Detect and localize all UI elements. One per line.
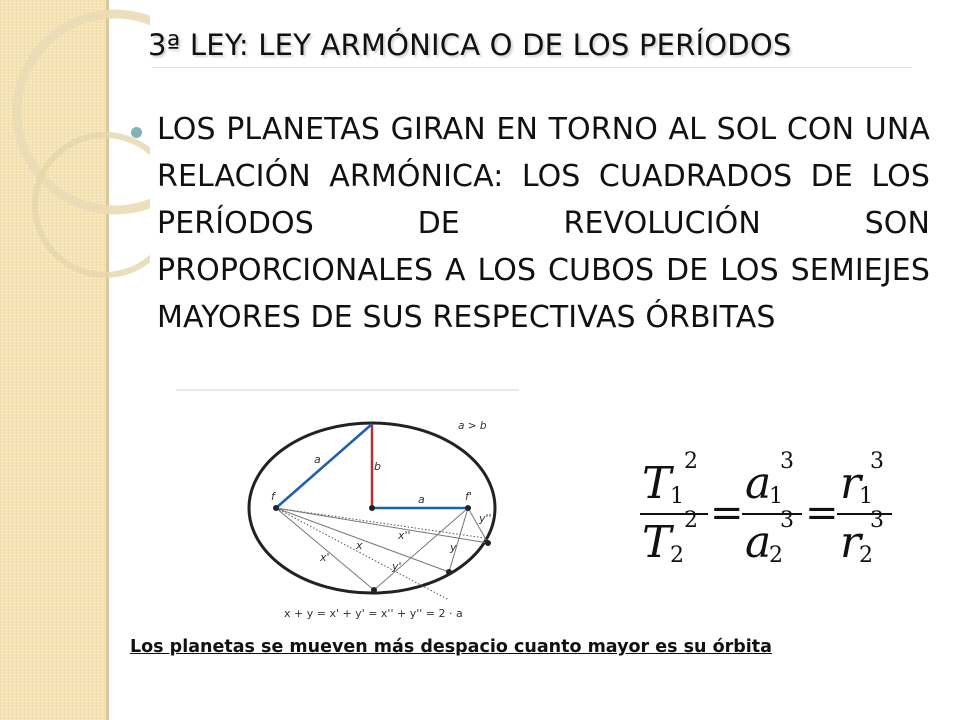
formula-r2-exp: 3 [870, 508, 884, 533]
decorative-circles [0, 0, 150, 300]
divider-strip [176, 389, 519, 391]
center-point [369, 505, 375, 511]
label-a-diag: a [314, 453, 321, 466]
formula-r2-sub: 2 [859, 543, 873, 568]
formula-T2: T [642, 517, 672, 568]
label-y: y [450, 541, 457, 554]
label-x-dprime: x'' [398, 529, 411, 542]
bullet-dot [131, 127, 142, 138]
formula-T2-exp: 2 [684, 508, 698, 533]
label-f: f [271, 490, 275, 503]
diagram-equation: x + y = x' + y' = x'' + y'' = 2 · a [284, 607, 463, 620]
formula-T2-sub: 2 [670, 543, 684, 568]
ellipse-point-3 [485, 540, 491, 546]
focus-f [273, 505, 279, 511]
formula-T1-exp: 2 [684, 449, 698, 474]
formula-equals-2: = [805, 490, 839, 536]
kepler-formula [630, 440, 900, 570]
formula-a2-sub: 2 [769, 543, 783, 568]
formula-a2: a [745, 517, 772, 568]
formula-T1: T [642, 458, 672, 509]
formula-r1: r [840, 458, 862, 509]
formula-a1-sub: 1 [769, 484, 783, 509]
label-y-prime: y' [392, 560, 402, 573]
bullet-text: LOS PLANETAS GIRAN EN TORNO AL SOL CON UNA RELACIÓN ARMÓNICA: LOS CUADRADOS DE LOS PERÍODOS DE REVOLUCIÓN SON PROPORCIONALES A LOS CUBOS DE LOS SEMIEJES MAYORES DE SUS RESPECTIVAS ÓRBITAS [157, 112, 930, 335]
ellipse-point-2 [446, 569, 452, 575]
footer-caption: Los planetas se mueven más despacio cuanto mayor es su órbita [130, 637, 772, 657]
formula-r1-exp: 3 [870, 449, 884, 474]
label-f-prime: f' [465, 490, 472, 503]
formula-equals-1: = [710, 490, 744, 536]
condition-label: a > b [458, 420, 487, 432]
formula-a1-exp: 3 [780, 449, 794, 474]
hypotenuse-a [276, 424, 372, 508]
label-a-axis: a [418, 493, 425, 506]
formula-T1-sub: 1 [670, 484, 684, 509]
title-underline [152, 67, 912, 68]
focus-f-prime [465, 505, 471, 511]
ellipse-point-1 [371, 587, 377, 593]
dotted-line-2 [276, 508, 485, 538]
formula-r2: r [840, 517, 862, 568]
label-b: b [374, 460, 381, 473]
label-y-dprime: y'' [479, 512, 492, 525]
label-x: x [356, 539, 363, 552]
slide-title: 3ª LEY: LEY ARMÓNICA O DE LOS PERÍODOS [148, 28, 792, 62]
formula-a2-exp: 3 [780, 508, 794, 533]
formula-a1: a [745, 458, 772, 509]
line-x-dprime [276, 508, 488, 543]
ellipse-diagram [232, 410, 522, 625]
formula-r1-sub: 1 [859, 484, 873, 509]
label-x-prime: x' [320, 551, 330, 564]
